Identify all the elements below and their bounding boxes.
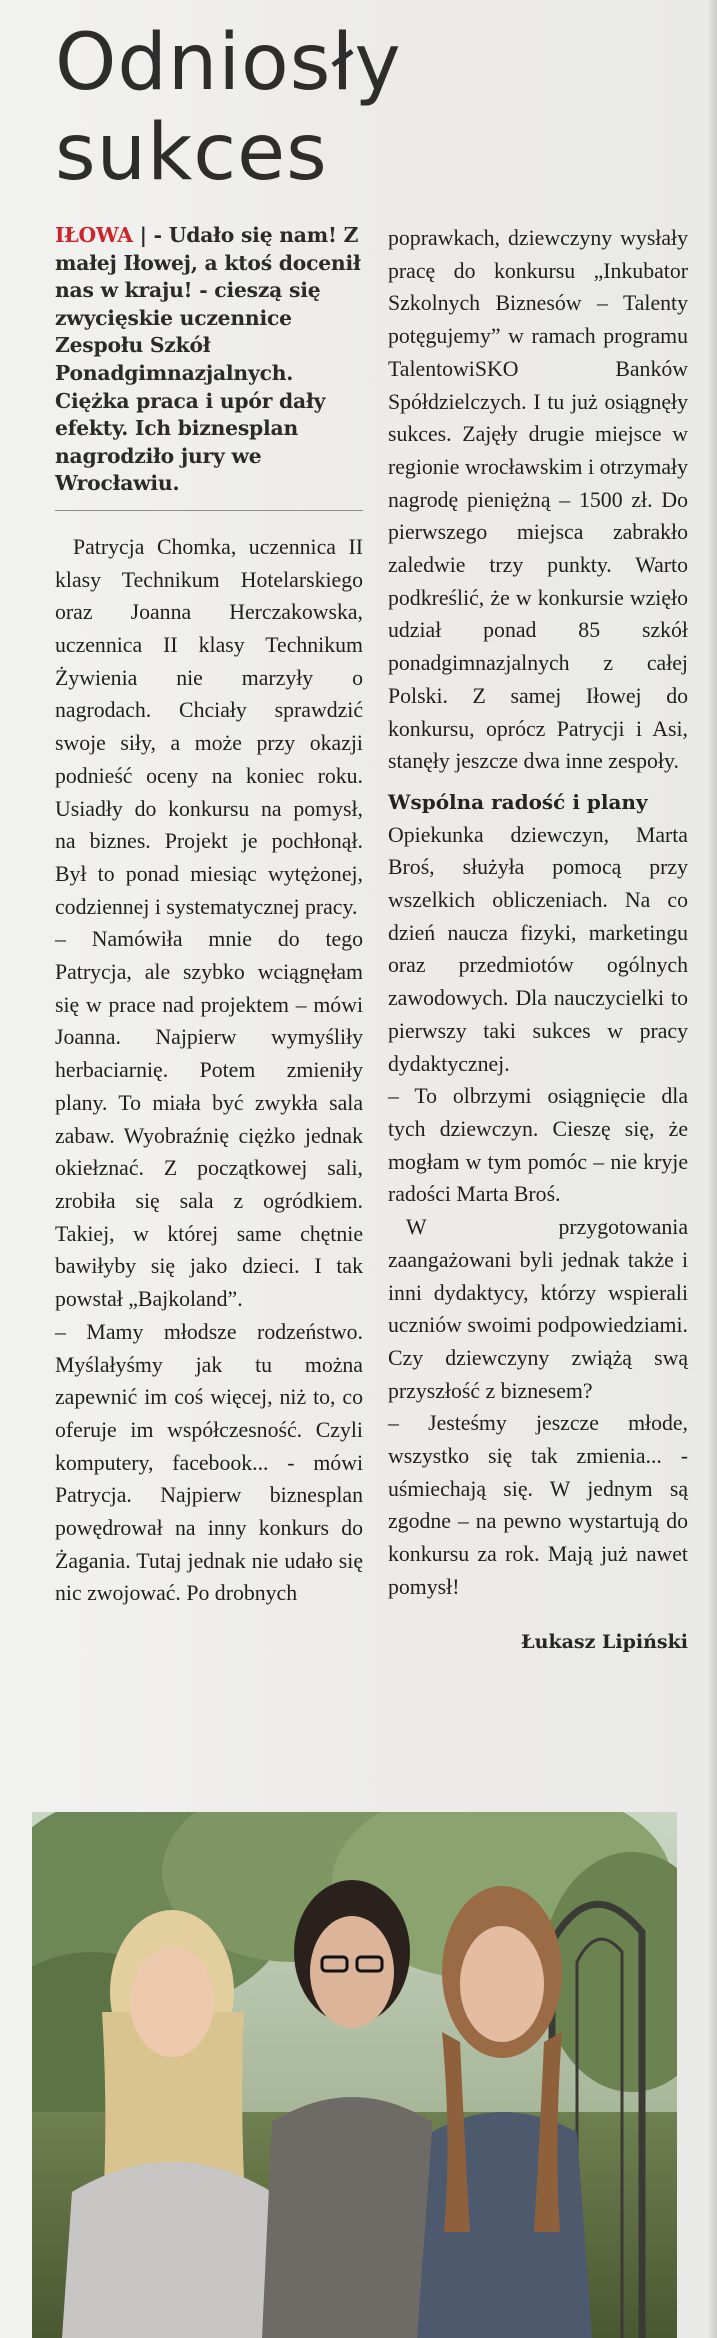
- paragraph: Patrycja Chomka, uczennica II klasy Technikum Hotelarskiego oraz Joanna Herczakowska, uczennica II klasy Technikum Żywienia nie marzyły o nagrodach. Chciały sprawdzić swoje siły, a może przy okazji podnieść oceny na koniec roku. Usiadły do konkursu na pomysł, na biznes. Projekt je pochłonął. Był to ponad miesiąc wytężonej, codziennej i systematycznej pracy.: [55, 534, 363, 919]
- paragraph: – Jesteśmy jeszcze młode, wszystko się tak zmienia... - uśmiechają się. W jednym są zgodne – na pewno wystartują do konkursu za rok. Mają już nawet pomysł!: [388, 1411, 688, 1599]
- article-title: [55, 18, 402, 198]
- paragraph: – To olbrzymi osiągnięcie dla tych dziewczyn. Cieszę się, że mogłam w tym pomóc – nie kryje radości Marta Broś.: [388, 1084, 688, 1207]
- paragraph: W przygotowania zaangażowani byli jednak także i inni dydaktycy, którzy wspierali uczniów swoimi podpowiedziami. Czy dziewczyny zwiążą swą przyszłość z biznesem?: [388, 1215, 688, 1403]
- paragraph: – Namówiła mnie do tego Patrycja, ale szybko wciągnęłam się w prace nad projektem – mówi Joanna. Najpierw wymyśliły herbaciarnię. Potem zmieniły plany. To miała być zwykła sala zabaw. Wyobraźnię ciężko jednak okiełznać. Z początkowej sali, zrobiła się sala z ogródkiem. Takiej, w której same chętnie bawiłyby się jako dzieci. I tak powstał „Bajkoland”.: [55, 927, 363, 1312]
- lead-text: Udało się nam! Z małej Iłowej, a ktoś docenił nas w kraju! - cieszą się zwycięskie uczennice Zespołu Szkół Ponadgimnazjalnych. Ciężka praca i upór dały efekty. Ich biznesplan nagrodziło jury we Wrocławiu.: [55, 223, 361, 496]
- author-byline: Łukasz Lipiński: [521, 1630, 688, 1653]
- section-subhead: Wspólna radość i plany: [388, 789, 648, 814]
- body-right-2: [388, 819, 688, 1604]
- paragraph: – Mamy młodsze rodzeństwo. Myślałyśmy jak tu można zapewnić im coś więcej, niż to, co oferuje im współczesność. Czyli komputery, facebook... - mówi Patrycja. Najpierw biznesplan powędrował na inny konkurs do Żagania. Tutaj jednak nie udało się nic zwojować. Po drobnych: [55, 1319, 363, 1606]
- paragraph: poprawkach, dziewczyny wysłały pracę do konkursu „Inkubator Szkolnych Biznesów – Talenty potęgujemy” w ramach programu TalentowiSKO Banków Spółdzielczych. I tu już osiągnęły sukces. Zajęły drugie miejsce w regionie wrocławskim i otrzymały nagrodę pieniężną – 1500 zł. Do pierwszego miejsca zabrakło zaledwie trzy punkty. Warto podkreślić, że w konkursie wzięło udział ponad 85 szkół ponadgimnazjalnych z całej Polski. Z samej Iłowej do konkursu, oprócz Patrycji i Asi, stanęły jeszcze dwa inne zespoły.: [388, 226, 688, 774]
- lead-dateline: IŁOWA: [55, 223, 133, 247]
- page-edge-shadow: [709, 0, 717, 2338]
- lead-divider: [55, 510, 363, 511]
- column-right: [388, 222, 688, 1658]
- article-lead: [55, 222, 363, 498]
- article-photo: [32, 1812, 677, 2338]
- paragraph: Opiekunka dziewczyn, Marta Broś, służyła pomocą przy wszelkich obliczeniach. Na co dzień naucza fizyki, marketingu oraz przedmiotów ogólnych zawodowych. Dla nauczycielki to pierwszy taki sukces w pracy dydaktycznej.: [388, 822, 688, 1076]
- title-line-1: Odniosły: [55, 18, 402, 108]
- body-left: [55, 531, 363, 1610]
- title-line-2: sukces: [55, 108, 328, 198]
- lead-separator: | -: [132, 223, 169, 247]
- body-right-1: [388, 222, 688, 778]
- photo-illustration: [32, 1812, 677, 2338]
- column-left: [55, 222, 363, 1610]
